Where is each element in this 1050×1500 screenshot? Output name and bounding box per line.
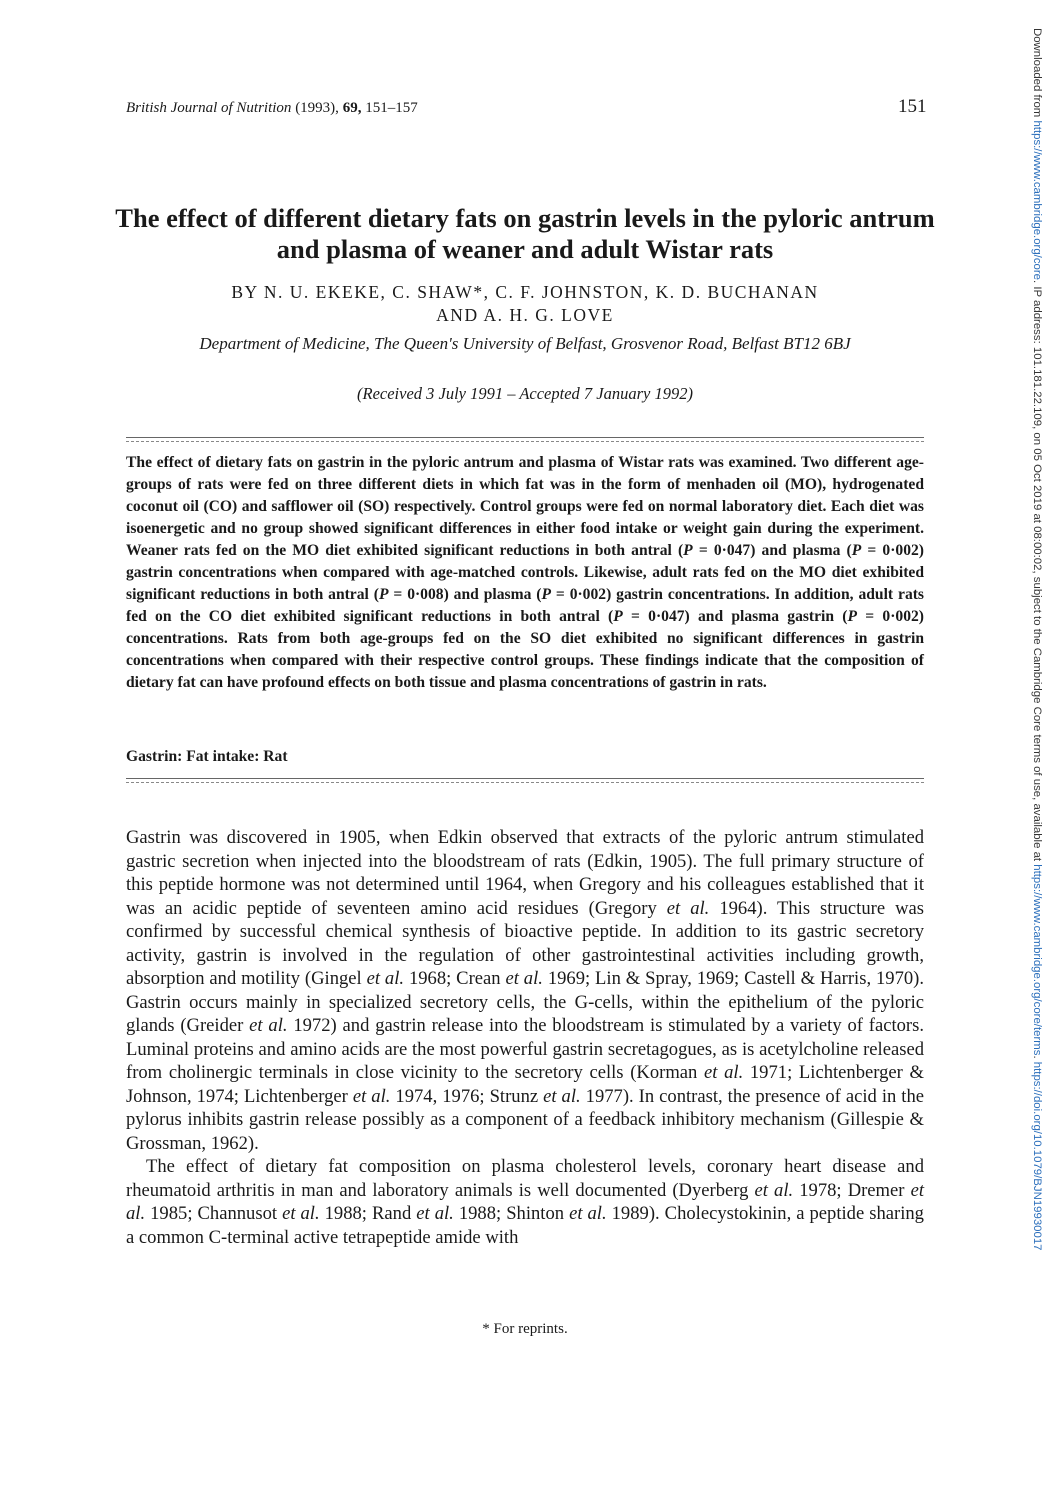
cambridge-core-link[interactable]: https://www.cambridge.org/core bbox=[1031, 120, 1043, 280]
authors-line-2: AND A. H. G. LOVE bbox=[436, 305, 614, 325]
footnote: * For reprints. bbox=[482, 1321, 568, 1337]
authors-line-1: BY N. U. EKEKE, C. SHAW*, C. F. JOHNSTON, K. D. BUCHANAN bbox=[231, 282, 819, 302]
journal-volume: 69, bbox=[342, 100, 362, 116]
paragraph-1: Gastrin was discovered in 1905, when Edkin observed that extracts of the pyloric antrum stimulated gastric secretion when injected into the bloodstream of rats (Edkin, 1905). The full primary structure of this peptide hormone was not determined until 1964, when Gregory and his colleagues established that it was an acidic peptide of seventeen amino acid residues (Gregory et al. 1964). This structure was confirmed by successful chemical synthesis of bioactive peptide. In addition to its gastric secretory activity, gastrin is involved in the regulation of other gastrointestinal activities including growth, absorption and motility (Gingel et al. 1968; Crean et al. 1969; Lin & Spray, 1969; Castell & Harris, 1970). Gastrin occurs mainly in specialized secretory cells, the G-cells, within the epithelium of the pyloric glands (Greider et al. 1972) and gastrin release into the bloodstream is stimulated by a variety of factors. Luminal proteins and amino acids are the most powerful gastrin secretagogues, as is acetylcholine released from cholinergic terminals in close vicinity to the secretory cells (Korman et al. 1971; Lichtenberger & Johnson, 1974; Lichtenberger et al. 1974, 1976; Strunz et al. 1977). In contrast, the presence of acid in the pylorus inhibits gastrin release possibly as a component of a feedback inhibitory mechanism (Gillespie & Grossman, 1962). bbox=[126, 827, 925, 1154]
running-header bbox=[126, 100, 418, 117]
paragraph-2: The effect of dietary fat composition on plasma cholesterol levels, coronary heart disease and rheumatoid arthritis in man and laboratory animals is well documented (Dyerberg et al. 1978; Dremer et al. 1985; Channusot et al. 1988; Rand et al. 1988; Shinton et al. 1989). Cholecystokinin, a peptide sharing a common C-terminal active tetrapeptide amide with bbox=[126, 1156, 924, 1248]
abstract-top-rule bbox=[126, 437, 924, 438]
download-separator: . bbox=[1031, 1055, 1043, 1062]
abstract-bottom-rule bbox=[126, 778, 924, 779]
received-dates: (Received 3 July 1991 – Accepted 7 January 1992) bbox=[357, 384, 693, 403]
body-text bbox=[126, 826, 924, 1249]
terms-link[interactable]: https://www.cambridge.org/core/terms bbox=[1031, 864, 1043, 1056]
download-prefix: Downloaded from bbox=[1031, 28, 1043, 121]
abstract: The effect of dietary fats on gastrin in the pyloric antrum and plasma of Wistar rats was examined. Two different age-groups of rats were fed on three different diets in which fat was in the form of menhaden oil (MO), hydrogenated coconut oil (CO) and safflower oil (SO) respectively. Control groups were fed on normal laboratory diet. Each diet was isoenergetic and no group showed significant differences in either food intake or weight gain during the experiment. Weaner rats fed on the MO diet exhibited significant reductions in both antral (P = 0·047) and plasma (P = 0·002) gastrin concentrations when compared with age-matched controls. Likewise, adult rats fed on the MO diet exhibited significant reductions in both antral (P = 0·008) and plasma (P = 0·002) gastrin concentrations. In addition, adult rats fed on the CO diet exhibited significant reductions in both antral (P = 0·047) and plasma gastrin (P = 0·002) concentrations. Rats from both age-groups fed on the SO diet exhibited no significant differences in gastrin concentrations when compared with their respective control groups. These findings indicate that the composition of dietary fat can have profound effects on both tissue and plasma concentrations of gastrin in rats. bbox=[126, 454, 924, 691]
download-middle: . IP address: 101.181.22.109, on 05 Oct 2019 at 08:00:02, subject to the Cambridge Core terms of use, available at bbox=[1031, 280, 1043, 865]
keywords: Gastrin: Fat intake: Rat bbox=[126, 748, 288, 765]
download-notice bbox=[1029, 28, 1044, 1480]
affiliation: Department of Medicine, The Queen's University of Belfast, Grosvenor Road, Belfast BT12 6BJ bbox=[199, 334, 851, 353]
journal-name: British Journal of Nutrition bbox=[126, 100, 292, 116]
journal-pages: 151–157 bbox=[365, 100, 418, 116]
page-number: 151 bbox=[898, 96, 927, 117]
abstract-bottom-rule-dashed bbox=[126, 782, 924, 783]
article-title: The effect of different dietary fats on gastrin levels in the pyloric antrum and plasma of weaner and adult Wistar rats bbox=[115, 203, 935, 264]
abstract-top-rule-dashed bbox=[126, 441, 924, 442]
journal-year: (1993), bbox=[295, 100, 339, 116]
doi-link[interactable]: https://doi.org/10.1079/BJN19930017 bbox=[1031, 1061, 1043, 1251]
